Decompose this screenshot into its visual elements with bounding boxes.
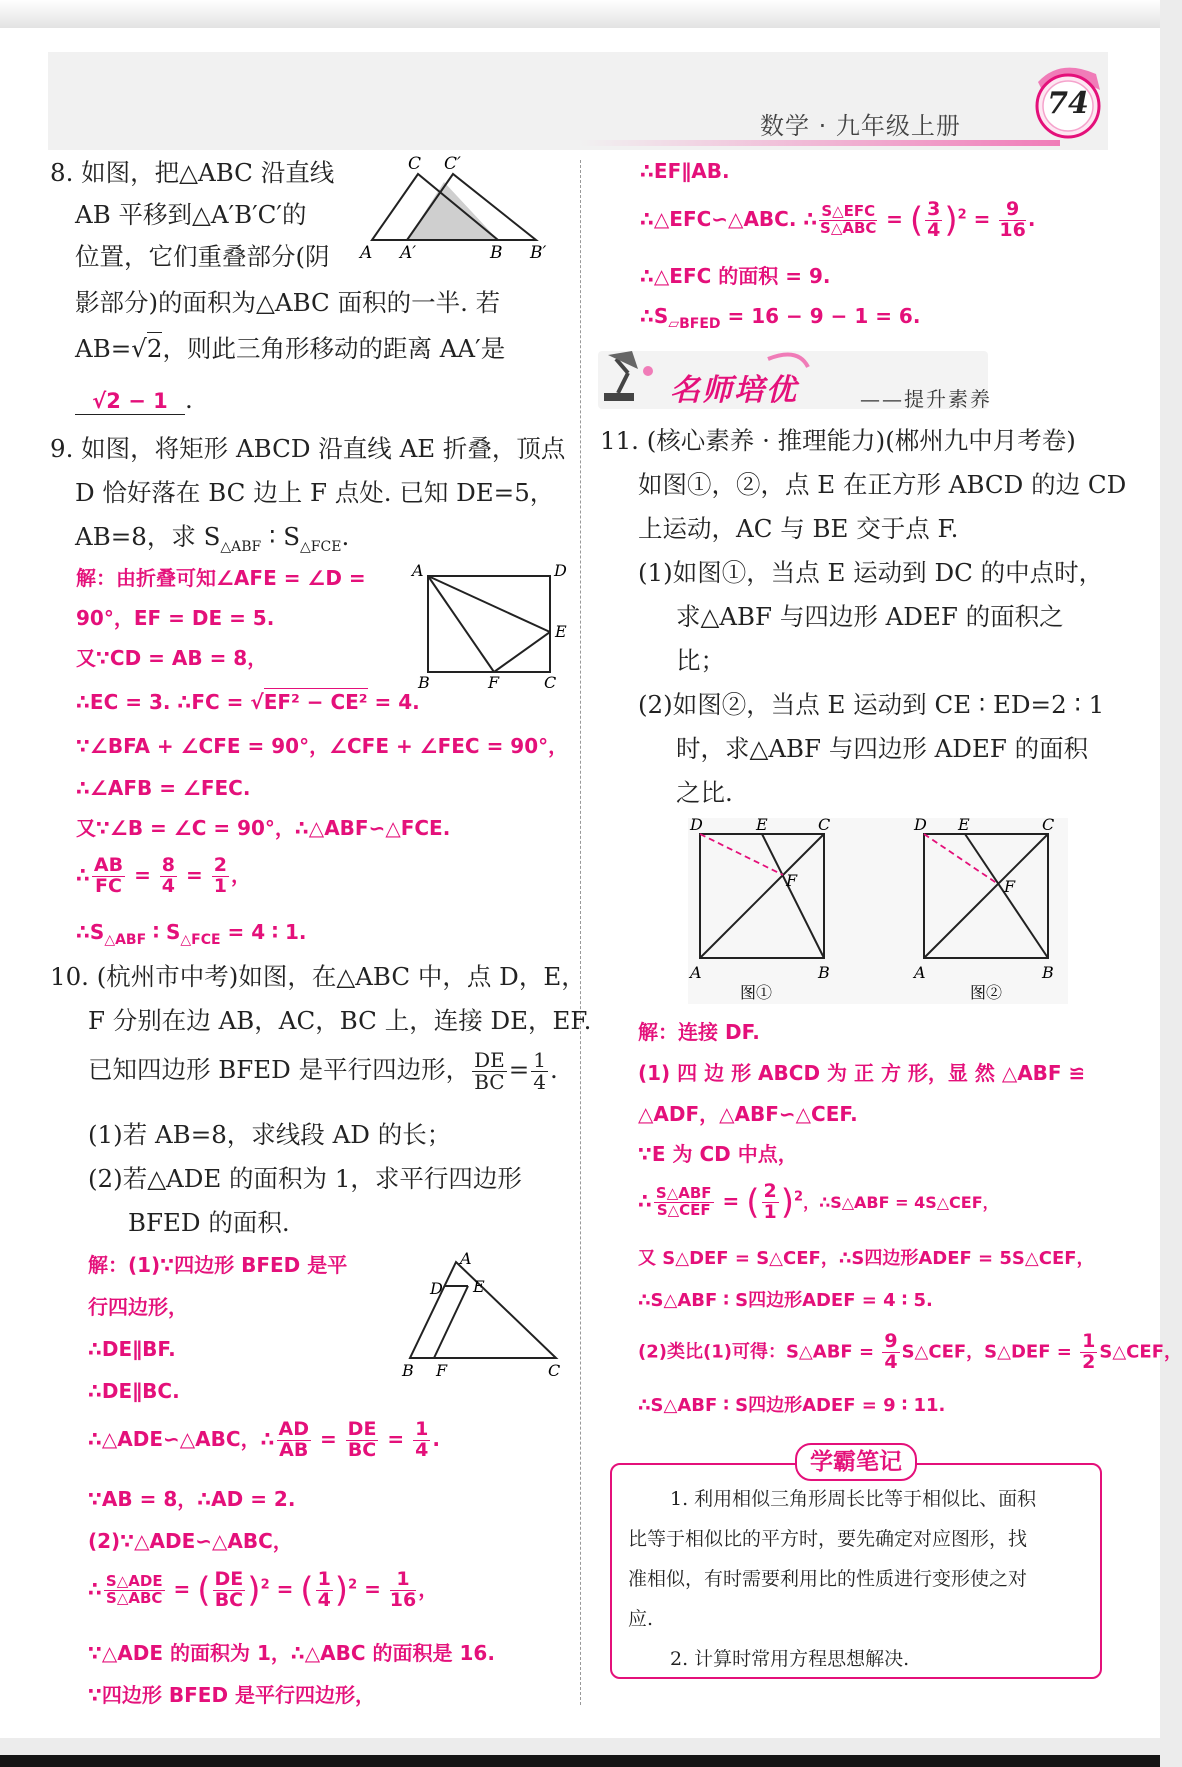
- bottom-bar: [0, 1755, 1160, 1767]
- notes-p1-line3: 准相似，有时需要利用比的性质进行变形使之对: [628, 1568, 1028, 1590]
- q11-sol-3: △ADF，△ABF∽△CEF.: [638, 1102, 858, 1126]
- q10-s8-d3: 4: [317, 1588, 331, 1611]
- q10-line3: [88, 1050, 558, 1093]
- notes-title: 学霸笔记: [795, 1443, 917, 1481]
- fig8-label-b2: B′: [530, 243, 547, 263]
- q10-s5-pre: ∴△ADE∽△ABC，∴: [88, 1426, 275, 1451]
- q11-sol-1: 解：连接 DF.: [638, 1020, 760, 1044]
- q10-sol-3: ∴DE∥BF.: [88, 1337, 176, 1361]
- fig11b-label-d: D: [914, 815, 927, 834]
- q10-s5-n2: DE: [347, 1418, 377, 1440]
- q9-sol-3: 又∵CD = AB = 8，: [76, 646, 268, 670]
- q10-l3-d: BC: [474, 1070, 505, 1094]
- fig8-label-a2: A′: [400, 243, 417, 263]
- q10-line5: (2)若△ADE 的面积为 1，求平行四边形: [88, 1164, 522, 1193]
- fig10-label-a: A: [460, 1249, 472, 1268]
- fig8-label-b: B: [490, 243, 503, 263]
- fig9-label-c: C: [544, 673, 557, 692]
- q11-s8-n: 9: [884, 1330, 898, 1352]
- q10-l3-eq: =: [508, 1055, 530, 1084]
- q9-s4-rad: EF² − CE²: [263, 690, 368, 714]
- q8-answer-line: [75, 385, 193, 415]
- q10-l3-n: DE: [474, 1048, 505, 1072]
- right-s4-sub: ▱BFED: [668, 316, 721, 332]
- q9-l3-pre: AB=8，求 S: [75, 522, 221, 551]
- q10-sol-6: ∵AB = 8，∴AD = 2.: [88, 1487, 296, 1511]
- fig9-diagram: [410, 562, 568, 690]
- q11-sol-9: ∴S△ABF ∶ S四边形ADEF = 9 ∶ 11.: [638, 1395, 946, 1416]
- q9-s8-n2: 8: [161, 854, 176, 876]
- right-s2-n2: 3: [927, 198, 941, 220]
- q9-s8-d3: 1: [213, 874, 227, 897]
- q8-line4: 影部分)的面积为△ABC 面积的一半. 若: [75, 288, 501, 317]
- notes-p1-line1: 1. 利用相似三角形周长比等于相似比、面积: [670, 1488, 1037, 1510]
- q9-l3-mid: ∶ S: [261, 522, 301, 551]
- notes-p1-line4: 应.: [628, 1608, 654, 1630]
- q11-line1: 11. (核心素养 · 推理能力)(郴州九中月考卷): [600, 426, 1076, 455]
- q10-s8-d2: BC: [214, 1588, 244, 1611]
- q8-l5-post: ，则此三角形移动的距离 AA′是: [162, 334, 506, 363]
- q8-answer: √2 − 1: [75, 389, 185, 415]
- right-s2-d3: 16: [999, 218, 1026, 241]
- q9-s8-n1: AB: [93, 854, 124, 876]
- q10-s8-pre: ∴: [88, 1576, 102, 1601]
- fig11a-label-c: C: [818, 815, 831, 834]
- q10-sol-2: 行四边形，: [88, 1295, 188, 1319]
- q11-line7: (2)如图②，当点 E 运动到 CE ∶ ED=2 ∶ 1: [638, 690, 1105, 719]
- notes-p1-line2: 比等于相似比的平方时，要先确定对应图形，找: [628, 1528, 1028, 1550]
- q10-sol-1: 解：(1)∵四边形 BFED 是平: [88, 1253, 348, 1277]
- q9-s8-d2: 4: [161, 874, 176, 897]
- right-sol-1: ∴EF∥AB.: [640, 159, 730, 183]
- fig8-label-c2: C′: [444, 154, 461, 174]
- q11-line4: (1)如图①，当点 E 运动到 DC 的中点时，: [638, 558, 1104, 587]
- notes-p2: 2. 计算时常用方程思想解决.: [670, 1648, 910, 1670]
- fig11b-label-f: F: [1004, 877, 1016, 896]
- q10-s5-d2: BC: [347, 1438, 377, 1461]
- fig11a-label-d: D: [690, 815, 703, 834]
- q11-s8-n2: 1: [1082, 1330, 1096, 1352]
- right-sol-3: ∴△EFC 的面积 = 9.: [640, 264, 831, 288]
- q10-s5-d3: 4: [415, 1438, 429, 1461]
- q10-l3-post: .: [550, 1055, 558, 1084]
- fig9-label-e: E: [555, 622, 567, 641]
- q10-sol-8: ∴ $\frac{\text{S△ADE}}{\text{S△ABC}}$ = ( $\frac{DE}{BC}$ )$^2$ = ( $\frac{1}{4}$ )$^2$ = $\frac{1}{16}$ ，: [88, 1568, 439, 1611]
- q11-s8-d2: 2: [1082, 1350, 1096, 1373]
- banner-title: 名师培优: [670, 373, 798, 408]
- fig11b-label-a: A: [914, 963, 926, 982]
- fig11b-label-e: E: [958, 815, 970, 834]
- q10-sol-7: (2)∵△ADE∽△ABC，: [88, 1529, 293, 1553]
- q8-line5: AB=√2，则此三角形移动的距离 AA′是: [75, 334, 506, 363]
- q11-s8-pre: (2)类比(1)可得：S△ABF =: [638, 1341, 881, 1363]
- fig10-label-b: B: [402, 1361, 414, 1380]
- fig11-background: [688, 818, 1068, 1004]
- q11-s5-d2: 1: [763, 1200, 777, 1223]
- header-underline: [580, 140, 1060, 146]
- q11-line2: 如图①，②，点 E 在正方形 ABCD 的边 CD: [638, 470, 1127, 499]
- q10-l3-pre: 已知四边形 BFED 是平行四边形，: [88, 1055, 471, 1084]
- q11-sol-5: ∴ $\frac{\text{S△ABF}}{\text{S△CEF}}$ = ( $\frac{2}{1}$ )$^2$，∴S△ABF = 4S△CEF，: [638, 1180, 999, 1223]
- banner-subtitle: ——提升素养: [860, 387, 992, 411]
- right-sol-4: [640, 304, 920, 333]
- q9-l3-sub2: △FCE: [300, 538, 342, 555]
- fig11b-label-c: C: [1042, 815, 1055, 834]
- q11-sol-6: 又 S△DEF = S△CEF，∴S四边形ADEF = 5S△CEF，: [638, 1248, 1095, 1269]
- right-sol-2: ∴△EFC∽△ABC. ∴ $\frac{\text{S△EFC}}{\text{S△ABC}}$ = ( $\frac{3}{4}$ )$^2$ = $\frac{9}{16}$ .: [640, 198, 1036, 241]
- q9-sol-2: 90°，EF = DE = 5.: [76, 606, 275, 630]
- fig8-label-a: A: [360, 243, 373, 263]
- q11-s5-post: ，∴S△ABF = 4S△CEF，: [803, 1192, 999, 1212]
- q10-line4: (1)若 AB=8，求线段 AD 的长；: [88, 1120, 452, 1149]
- fig11b-label-b: B: [1042, 963, 1054, 982]
- fig8-diagram: [352, 154, 557, 264]
- q10-line1: 10. (杭州市中考)如图，在△ABC 中，点 D，E，: [50, 962, 586, 991]
- q10-l3-d2: 4: [533, 1070, 547, 1094]
- fig9-label-b: B: [418, 673, 430, 692]
- q9-s4-post: = 4.: [367, 690, 420, 714]
- q11-line3: 上运动，AC 与 BE 交于点 F.: [638, 514, 959, 543]
- q10-sol-5: ∴△ADE∽△ABC，∴ $\frac{AD}{AB}$ = $\frac{DE}{BC}$ = $\frac{1}{4}$ .: [88, 1418, 440, 1461]
- q11-s8-d: 4: [884, 1350, 898, 1373]
- q8-l5-pre: AB=: [75, 334, 132, 363]
- fig8-shaded-overlap: [407, 182, 498, 240]
- q9-s4-pre: ∴EC = 3. ∴FC =: [76, 690, 251, 714]
- q9-line3: [75, 522, 349, 556]
- q9-sol-8: ∴ $\frac{AB}{FC}$ = $\frac{8}{4}$ = $\frac{2}{1}$ ，: [76, 854, 251, 897]
- q8-line3: 位置，它们重叠部分(阴: [75, 242, 330, 271]
- q9-s9-sub1: △ABF: [104, 932, 147, 948]
- q9-l3-post: .: [341, 522, 350, 551]
- q10-s8-d1: S△ABC: [106, 1588, 163, 1607]
- q10-s5-post: .: [432, 1426, 440, 1451]
- q11-s5-pre: ∴: [638, 1188, 652, 1213]
- q8-period: .: [185, 385, 193, 414]
- fig9-line-fe: [494, 632, 550, 672]
- fig11a-label-b: B: [818, 963, 830, 982]
- q8-line2: AB 平移到△A′B′C′的: [75, 200, 307, 229]
- right-s2-d: S△ABC: [820, 218, 877, 237]
- q11-s5-d: S△CEF: [656, 1200, 711, 1219]
- q9-line2: D 恰好落在 BC 边上 F 点处. 已知 DE=5，: [75, 478, 555, 507]
- q8-line1: 8. 如图，把△ABC 沿直线: [50, 158, 335, 187]
- fig9-label-f: F: [488, 673, 500, 692]
- fig11a-label-a: A: [690, 963, 702, 982]
- q9-line1: 9. 如图，将矩形 ABCD 沿直线 AE 折叠，顶点: [50, 434, 566, 463]
- fig11a-label-e: E: [756, 815, 768, 834]
- q10-s5-d1: AB: [279, 1438, 309, 1461]
- q11-s5-n: S△ABF: [655, 1184, 712, 1203]
- fig11a-label-f: F: [786, 871, 798, 890]
- fig10-label-e: E: [473, 1277, 485, 1296]
- fig9-label-a: A: [412, 561, 424, 580]
- q10-line6: BFED 的面积.: [128, 1208, 290, 1237]
- fig11-diagrams: [688, 815, 1068, 1004]
- fig10-diagram: [398, 1249, 568, 1382]
- fig9-label-d: D: [554, 561, 567, 580]
- q10-s8-post: ，: [418, 1576, 439, 1601]
- q9-s8-d1: FC: [95, 874, 122, 897]
- fig8-label-c: C: [408, 154, 422, 174]
- q9-sol-6: ∴∠AFB = ∠FEC.: [76, 776, 251, 800]
- right-s2-pre: ∴△EFC∽△ABC. ∴: [640, 206, 818, 231]
- q9-s8-n3: 2: [213, 854, 227, 876]
- q10-s5-n1: AD: [278, 1418, 309, 1440]
- fig10-label-f: F: [436, 1361, 448, 1380]
- right-s2-d2: 4: [927, 218, 941, 241]
- q10-l3-n2: 1: [533, 1048, 547, 1072]
- right-s4-pre: ∴S: [640, 304, 669, 328]
- right-s4-post: = 16 − 9 − 1 = 6.: [720, 304, 921, 328]
- top-strip: [0, 0, 1160, 28]
- fig11-caption1: 图①: [740, 983, 773, 1002]
- q9-sol-9: [76, 920, 306, 949]
- fig11-caption2: 图②: [970, 983, 1003, 1002]
- q9-sol-5: ∵∠BFA + ∠CFE = 90°，∠CFE + ∠FEC = 90°，: [76, 734, 569, 758]
- q9-s8-post: ，: [230, 862, 251, 887]
- q9-s9-mid: ∶ S: [146, 920, 181, 944]
- right-s2-n: S△EFC: [821, 202, 876, 221]
- page-number: 74: [1047, 86, 1089, 121]
- q10-s8-n3: 1: [317, 1568, 331, 1590]
- q11-sol-8: [638, 1332, 1182, 1373]
- column-divider: [580, 160, 581, 1705]
- q11-sol-7: ∴S△ABF ∶ S四边形ADEF = 4 ∶ 5.: [638, 1290, 933, 1311]
- fig10-label-c: C: [548, 1361, 561, 1380]
- q11-line5: 求△ABF 与四边形 ADEF 的面积之: [676, 602, 1064, 631]
- q9-l3-sub1: △ABF: [220, 538, 262, 555]
- q11-line8: 时，求△ABF 与四边形 ADEF 的面积: [676, 734, 1089, 763]
- subject-title: 数学 · 九年级上册: [760, 112, 961, 140]
- q10-sol-10: ∵四边形 BFED 是平行四边形，: [88, 1683, 376, 1707]
- q11-line9: 之比.: [676, 778, 733, 807]
- q10-s8-n2: DE: [214, 1568, 244, 1590]
- q9-sol-7: 又∵∠B = ∠C = 90°，∴△ABF∽△FCE.: [76, 816, 451, 840]
- right-s2-n3: 9: [999, 200, 1025, 221]
- q11-line6: 比；: [676, 646, 725, 675]
- q11-s8-post: S△CEF，: [1099, 1341, 1182, 1363]
- q11-sol-4: ∵E 为 CD 中点，: [638, 1142, 798, 1166]
- q10-s8-n1: S△ADE: [105, 1572, 163, 1591]
- right-s2-post: .: [1027, 206, 1036, 231]
- q9-s9-sub2: △FCE: [180, 932, 221, 948]
- q10-s5-n3: 1: [415, 1418, 429, 1440]
- q9-sol-4: ∴EC = 3. ∴FC = √EF² − CE² = 4.: [76, 690, 420, 714]
- q9-s9-pre: ∴S: [76, 920, 105, 944]
- q11-s5-n2: 2: [763, 1180, 777, 1202]
- q10-sol-9: ∵△ADE 的面积为 1，∴△ABC 的面积是 16.: [88, 1641, 495, 1665]
- fig10-label-d: D: [430, 1279, 443, 1298]
- q11-s8-mid: S△CEF，S△DEF =: [901, 1341, 1079, 1363]
- q11-sol-2: (1) 四 边 形 ABCD 为 正 方 形，显 然 △ABF ≌: [638, 1061, 1086, 1085]
- q10-line2: F 分别在边 AB，AC，BC 上，连接 DE，EF.: [88, 1006, 592, 1035]
- q9-s9-post: = 4 ∶ 1.: [220, 920, 307, 944]
- q10-sol-4: ∴DE∥BC.: [88, 1379, 180, 1403]
- q10-s8-d4: 16: [389, 1588, 417, 1611]
- q8-l5-rad: 2: [146, 334, 163, 363]
- q9-s8-pre: ∴: [76, 862, 90, 887]
- q9-sol-1: 解：由折叠可知∠AFE = ∠D =: [76, 566, 366, 590]
- q10-s8-n4: 1: [390, 1570, 416, 1591]
